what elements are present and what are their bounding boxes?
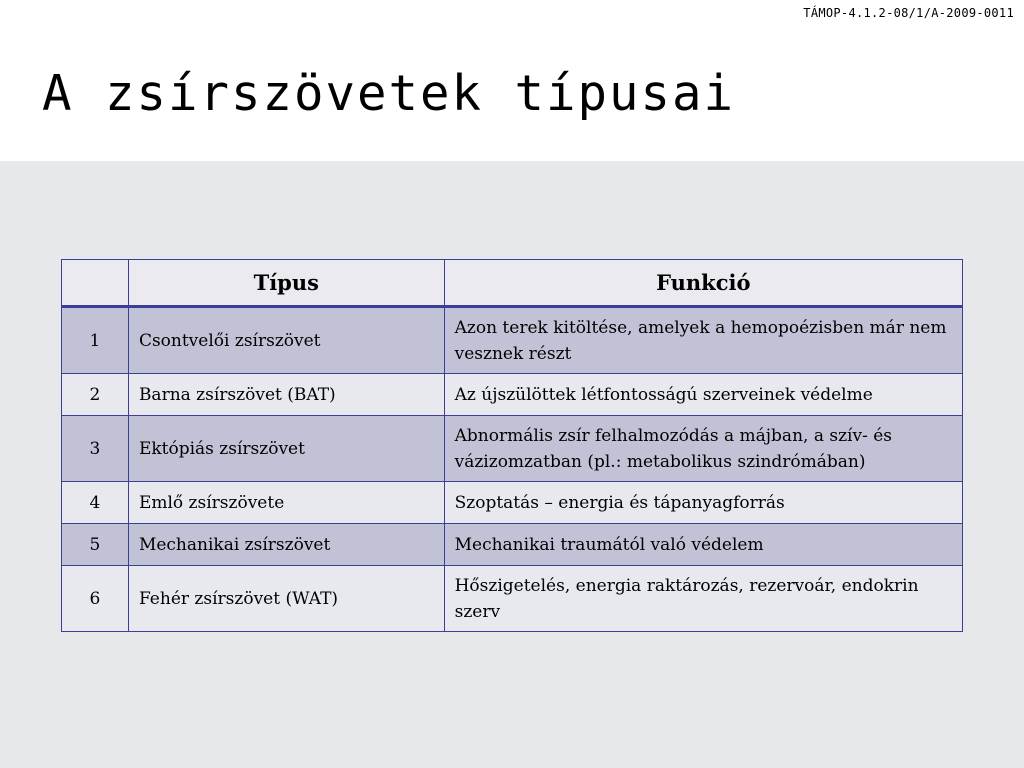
adipose-types-table [61, 259, 963, 632]
table-row [62, 566, 963, 632]
row-type: Emlő zsírszövete [128, 482, 444, 524]
row-number: 4 [62, 482, 129, 524]
slide-header [0, 0, 1024, 161]
table-row [62, 307, 963, 374]
slide-title: A zsírszövetek típusai [42, 65, 736, 122]
table-header-row [62, 260, 963, 307]
table-row [62, 482, 963, 524]
row-number: 2 [62, 374, 129, 416]
table-row [62, 524, 963, 566]
column-header-type: Típus [128, 260, 444, 307]
row-type: Csontvelői zsírszövet [128, 307, 444, 374]
table-row [62, 416, 963, 482]
row-number: 6 [62, 566, 129, 632]
row-function: Azon terek kitöltése, amelyek a hemopoézisben már nem vesznek részt [444, 307, 962, 374]
column-header-number [62, 260, 129, 307]
row-number: 3 [62, 416, 129, 482]
row-type: Mechanikai zsírszövet [128, 524, 444, 566]
row-number: 1 [62, 307, 129, 374]
table-row [62, 374, 963, 416]
row-type: Barna zsírszövet (BAT) [128, 374, 444, 416]
row-function: Abnormális zsír felhalmozódás a májban, a szív- és vázizomzatban (pl.: metabolikus szindrómában) [444, 416, 962, 482]
row-type: Fehér zsírszövet (WAT) [128, 566, 444, 632]
row-function: Mechanikai traumától való védelem [444, 524, 962, 566]
column-header-function: Funkció [444, 260, 962, 307]
row-type: Ektópiás zsírszövet [128, 416, 444, 482]
row-number: 5 [62, 524, 129, 566]
row-function: Hőszigetelés, energia raktározás, rezervoár, endokrin szerv [444, 566, 962, 632]
row-function: Szoptatás – energia és tápanyagforrás [444, 482, 962, 524]
row-function: Az újszülöttek létfontosságú szerveinek védelme [444, 374, 962, 416]
project-code: TÁMOP-4.1.2-08/1/A-2009-0011 [803, 6, 1014, 20]
